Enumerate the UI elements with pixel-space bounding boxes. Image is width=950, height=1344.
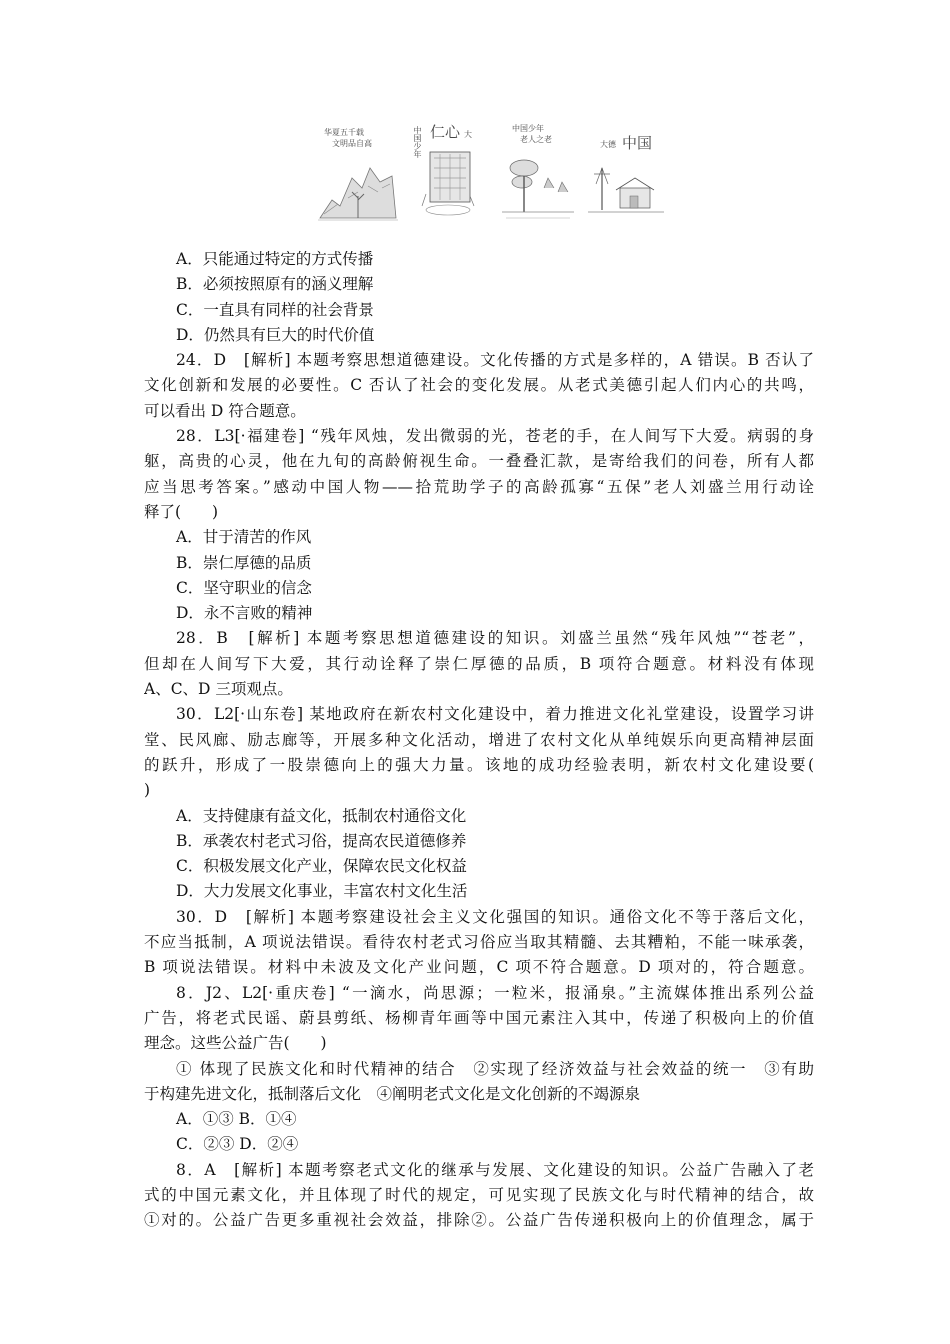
- text-line: B．承袭农村老式习俗，提高农民道德修养: [176, 831, 467, 850]
- house-drawing: [586, 154, 666, 224]
- building-drawing: [408, 144, 488, 224]
- text-line: B．必须按照原有的涵义理解: [176, 275, 374, 294]
- document-body: [144, 247, 814, 1234]
- text-line: C．坚守职业的信念: [176, 578, 312, 597]
- panel-caption: 老人之老: [520, 135, 552, 144]
- landscape-drawing: [318, 148, 398, 224]
- text-line: C．积极发展文化产业，保障农民文化权益: [176, 857, 467, 876]
- panel-caption: 文明品自高: [332, 139, 372, 148]
- text-line: 式的中国元素文化，并且体现了时代的规定，可见实现了民族文化与时代精神的结合，故: [144, 1185, 814, 1204]
- panel-caption-large: 中国: [622, 134, 653, 152]
- illustration-panel-3: [498, 120, 578, 226]
- panel-caption: 华夏五千载: [324, 128, 364, 137]
- text-line: B．崇仁厚德的品质: [176, 553, 312, 572]
- text-line: 广告，将老式民谣、蔚县剪纸、杨柳青年画等中国元素注入其中，传递了积极向上的价值: [144, 1008, 814, 1027]
- text-line: 不应当抵制，A 项说法错误。看待农村老式习俗应当取其精髓、去其糟粕，不能一味承袭，: [144, 933, 814, 952]
- panel-caption: 大: [464, 130, 472, 139]
- text-line: A．只能通过特定的方式传播: [176, 250, 374, 268]
- text-line: D．永不言败的精神: [176, 604, 313, 623]
- illustration-panel-2: [408, 120, 488, 226]
- text-line: D．大力发展文化事业，丰富农村文化生活: [176, 882, 468, 901]
- text-line: B 项说法错误。材料中未波及文化产业问题，C 项不符合题意。D 项对的，符合题意。: [144, 958, 814, 977]
- text-line: 24．D [解析] 本题考察思想道德建设。文化传播的方式是多样的，A 错误。B 否认了: [176, 351, 814, 370]
- text-line: 理念。这些公益广告( ): [144, 1034, 327, 1053]
- text-line: 30．L2[·山东卷] 某地政府在新农村文化建设中，着力推进文化礼堂建设，设置学习讲: [176, 705, 814, 724]
- text-line: ①对的。公益广告更多重视社会效益，排除②。公益广告传递积极向上的价值理念，属于: [144, 1211, 814, 1230]
- text-line: 文化创新和发展的必要性。C 否认了社会的变化发展。从老式美德引起人们内心的共鸣，: [144, 376, 814, 395]
- text-line: 堂、民风廊、励志廊等，开展多种文化活动，增进了农村文化从单纯娱乐向更高精神层面: [144, 730, 814, 749]
- text-line: C．②③ D．②④: [176, 1135, 299, 1154]
- text-line: 8．A [解析] 本题考察老式文化的继承与发展、文化建设的知识。公益广告融入了老: [176, 1160, 814, 1179]
- text-line: 释了( ): [144, 502, 219, 521]
- text-line: A．甘于清苦的作风: [176, 528, 312, 547]
- text-line: ① 体现了民族文化和时代精神的结合 ②实现了经济效益与社会效益的统一 ③有助: [176, 1059, 814, 1078]
- text-line: 8．J2、L2[·重庆卷] “一滴水，尚思源；一粒米，报涌泉。”主流媒体推出系列公益: [176, 983, 814, 1002]
- text-line: A．支持健康有益文化，抵制农村通俗文化: [176, 806, 467, 825]
- panel-caption: 大德: [600, 140, 616, 149]
- text-line: 于构建先进文化，抵制落后文化 ④阐明老式文化是文化创新的不竭源泉: [144, 1084, 641, 1103]
- text-line: 28．L3[·福建卷] “残年风烛，发出微弱的光，苍老的手，在人间写下大爱。病弱的身: [176, 427, 814, 446]
- text-line: 的跃升，形成了一股崇德向上的强大力量。该地的成功经验表明，新农村文化建设要(: [144, 755, 814, 774]
- text-line: 可以看出 D 符合题意。: [144, 401, 306, 420]
- text-line: 躯，高贵的心灵，他在九旬的高龄俯视生命。一叠叠汇款，是寄给我们的问卷，所有人都: [144, 452, 814, 471]
- text-line: 30．D [解析] 本题考察建设社会主义文化强国的知识。通俗文化不等于落后文化，: [176, 907, 814, 926]
- text-line: C．一直具有同样的社会背景: [176, 300, 374, 319]
- tree-drawing: [498, 148, 578, 224]
- panel-caption-large: 仁心: [430, 123, 461, 141]
- text-line: A．①③ B．①④: [176, 1110, 297, 1129]
- illustration-panel-4: [586, 120, 666, 226]
- text-line: A、C、D 三项观点。: [144, 680, 293, 699]
- text-line: 但却在人间写下大爱，其行动诠释了崇仁厚德的品质，B 项符合题意。材料没有体现: [144, 654, 814, 673]
- text-line: D．仍然具有巨大的时代价值: [176, 325, 375, 344]
- text-line: ): [144, 781, 151, 800]
- text-line: 28．B [解析] 本题考察思想道德建设的知识。刘盛兰虽然“残年风烛”“苍老”，: [176, 629, 814, 648]
- text-line: 应当思考答案。”感动中国人物——拾荒助学子的高龄孤寡“五保”老人刘盛兰用行动诠: [144, 477, 814, 496]
- illustration-panel-1: [318, 120, 398, 226]
- illustration-figure: [318, 120, 658, 230]
- panel-caption: 中国少年: [512, 124, 544, 133]
- panel-caption: 中国少年: [413, 126, 422, 158]
